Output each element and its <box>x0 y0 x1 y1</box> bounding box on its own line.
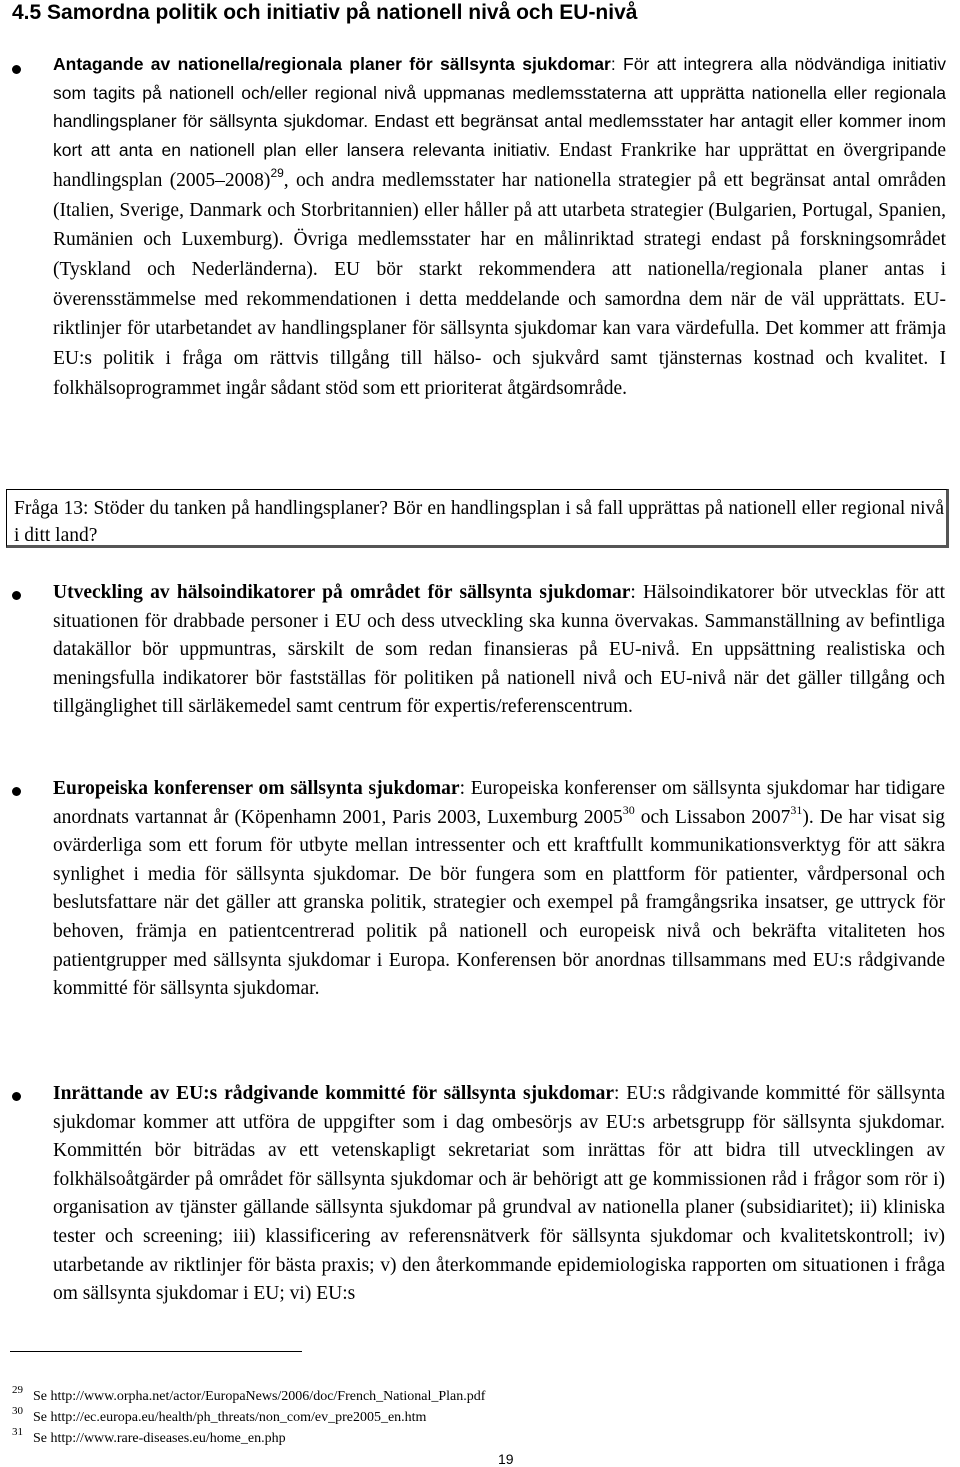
bullet-icon <box>12 591 21 600</box>
paragraph-text: , och andra medlemsstater har nationella strategier på ett begränsat antal områden (Italien, Sverige, Danmark och Storbritannien) eller håller på att utarbeta strategier (Bulgarien, Portugal, Spanien, Rumänien och Luxemburg). Övriga medlemsstater har en målinriktad strategi endast på forskningsområdet (Tyskland och Nederländerna). EU bör starkt rekommendera att nationella/regionala planer antas i överensstämmelse med rekommendationen i detta meddelande och samordna dem när de väl upprättats. EU-riktlinjer för utarbetandet av handlingsplaner för sällsynta sjukdomar kan vara värdefulla. Det kommer att främja EU:s politik i fråga om rättvis tillgång till hälso- och sjukvård samt tjänsternas kostnad och kvalitet. I folkhälsoprogrammet ingår sådant stöd som ett prioriterat åtgärdsområde. <box>53 169 946 399</box>
bullet-icon <box>12 1092 21 1101</box>
paragraph-conferences <box>53 775 945 1004</box>
footnote-text: Se http://www.rare-diseases.eu/home_en.php <box>33 1431 286 1446</box>
paragraph-lead: : För att integrera alla nödvändiga initiativ som tagits på nationell och/eller regional nivå uppmanas medlemsstaterna att upprätta nationella eller regionala handlingsplaner för sällsynta sjukdomar. Endast ett begränsat antal medlemsstater har antagit eller kommer inom kort att anta en nationell plan eller lansera relevanta initiativ. <box>53 54 947 161</box>
paragraph-national-plans <box>53 50 946 403</box>
footnote-text: Se http://ec.europa.eu/health/ph_threats/non_com/ev_pre2005_en.htm <box>33 1410 427 1425</box>
paragraph-text: : Hälsoindikatorer bör utvecklas för att situationen för drabbade personer i EU och dess utveckling ska kunna övervakas. Sammanställning av befintliga datakällor bör uppmuntras, särskilt de som redan finansieras på EU-nivå. En uppsättning realistiska och meningsfulla indikatorer bör fastställas för politiken på nationell nivå och EU-nivå när det gäller tillgång och tillgänglighet till särläkemedel samt centrum för expertis/referenscentrum. <box>53 582 945 718</box>
paragraph-text: : Europeiska konferenser om sällsynta sjukdomar har tidigare anordnats vartannat år (Köpenhamn 2001, Paris 2003, Luxemburg 2005 <box>53 778 945 828</box>
paragraph-title: Inrättande av EU:s rådgivande kommitté för sällsynta sjukdomar <box>53 1083 615 1104</box>
footnote-number: 29 <box>12 1384 23 1396</box>
footnote-separator <box>10 1351 302 1352</box>
footnote-ref: 31 <box>790 802 803 817</box>
paragraph-title: Utveckling av hälsoindikatorer på området för sällsynta sjukdomar <box>53 582 631 603</box>
paragraph-title: Europeiska konferenser om sällsynta sjukdomar <box>53 778 460 799</box>
paragraph-text: och Lissabon 2007 <box>634 806 791 828</box>
footnote-30 <box>12 1405 427 1427</box>
footnote-ref: 30 <box>622 802 635 817</box>
footnote-29 <box>12 1384 486 1406</box>
paragraph-text: Endast Frankrike har upprättat en övergripande handlingsplan (2005–2008) <box>53 140 947 191</box>
paragraph-title: Antagande av nationella/regionala planer för sällsynta sjukdomar <box>53 54 611 74</box>
page-number: 19 <box>498 1451 514 1467</box>
footnote-number: 31 <box>12 1426 23 1438</box>
footnote-number: 30 <box>12 1405 23 1417</box>
paragraph-text: : EU:s rådgivande kommitté för sällsynta sjukdomar kommer att utföra de uppgifter som i dag ombesörjs av EU:s arbetsgrupp för sällsynta sjukdomar. Kommittén bör biträdas av ett vetenskapligt sekretariat som inrättas för att bidra till utvecklingen av folkhälsoåtgärder på området för sällsynta sjukdomar och är behörigt att ge kommissionen råd i frågor som rör i) organisation av tjänster gällande sällsynta sjukdomar på grundval av nationella planer (subsidiaritet); ii) kliniska tester och screening; iii) klassificering av referensnätverk för sällsynta sjukdomar och kvalitetskontroll; iv) utarbetande av riktlinjer för bästa praxis; v) den återkommande epidemiologiska rapporten om situationen i fråga om sällsynta sjukdomar i EU; vi) EU:s <box>53 1083 945 1305</box>
footnote-ref: 29 <box>270 165 284 180</box>
question-text: Fråga 13: Stöder du tanken på handlingsplaner? Bör en handlingsplan i så fall upprättas på nationell eller regional nivå i ditt land? <box>14 498 944 546</box>
paragraph-text: ). De har visat sig ovärderliga som ett forum för utbyte mellan intressenter och ett kraftfullt kommunikationsverktyg för att säkra synlighet i media för sällsynta sjukdomar. De bör fungera som en plattform för patienter, vårdpersonal och beslutsfattare när det gäller att granska politik, strategier och exempel på framgångsrika insatser, ge uttryck för behoven, främja en patientcentrerad politik på nationell och europeisk nivå och bekräfta vitaliteten hos patientgrupper med sällsynta sjukdomar i Europa. Konferensen bör anordnas tillsammans med EU:s rådgivande kommitté för sällsynta sjukdomar. <box>53 806 946 1000</box>
paragraph-advisory-committee <box>53 1080 945 1309</box>
section-heading: 4.5 Samordna politik och initiativ på nationell nivå och EU-nivå <box>12 1 638 24</box>
footnote-31 <box>12 1426 286 1448</box>
bullet-icon <box>12 787 21 796</box>
footnote-text: Se http://www.orpha.net/actor/EuropaNews/2006/doc/French_National_Plan.pdf <box>33 1389 486 1404</box>
bullet-icon <box>12 65 21 74</box>
paragraph-health-indicators <box>53 579 945 722</box>
